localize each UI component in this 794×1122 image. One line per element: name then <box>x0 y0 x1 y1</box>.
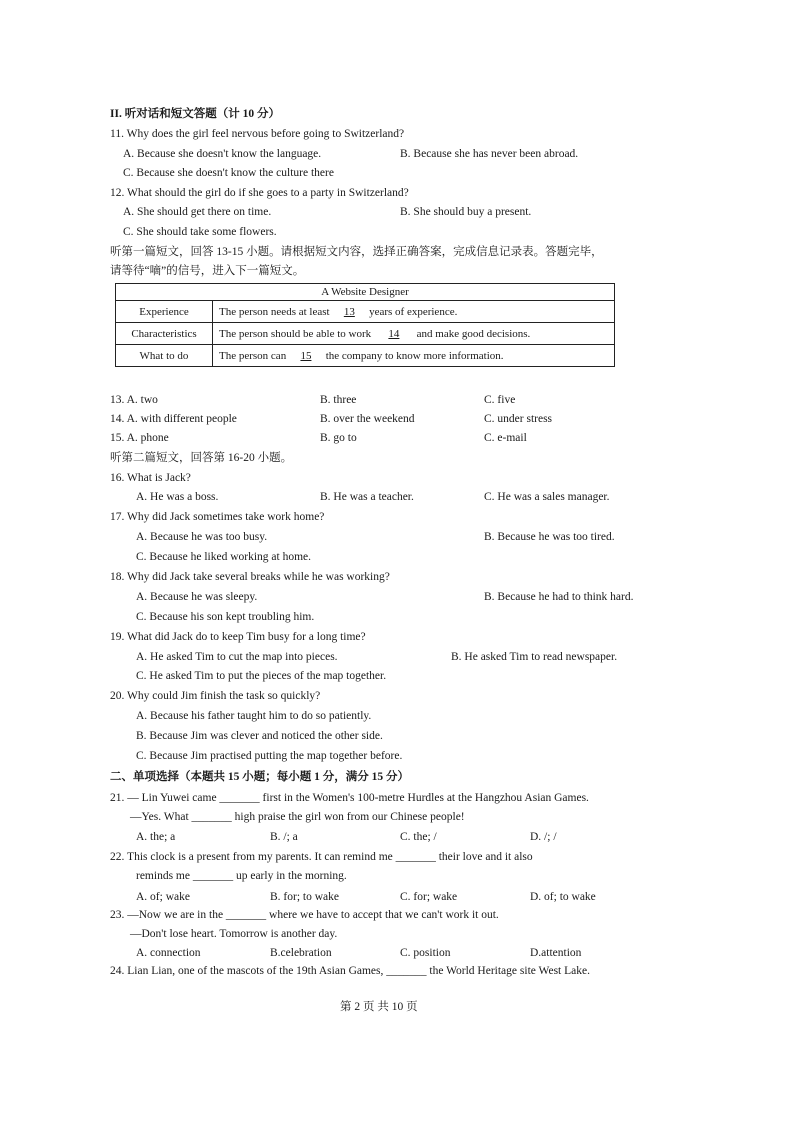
q22-option-d: D. of; to wake <box>530 891 596 903</box>
q16-option-a: A. He was a boss. <box>136 491 219 503</box>
q13-option-c: C. five <box>484 394 516 406</box>
q18-stem: 18. Why did Jack take several breaks while he was working? <box>110 571 390 583</box>
blank-14: 14 <box>388 327 400 340</box>
q18-option-b: B. Because he had to think hard. <box>484 591 634 603</box>
q13-option-a: 13. A. two <box>110 394 158 406</box>
q14-option-b: B. over the weekend <box>320 413 415 425</box>
q12-option-b: B. She should buy a present. <box>400 206 532 218</box>
q17-option-c: C. Because he liked working at home. <box>136 551 312 563</box>
table-row <box>116 345 615 367</box>
q12-option-a: A. She should get there on time. <box>123 206 272 218</box>
q22-line-1: 22. This clock is a present from my parents. It can remind me _______ their love and it also <box>110 851 533 863</box>
q13-option-b: B. three <box>320 394 357 406</box>
q18-option-c: C. Because his son kept troubling him. <box>136 611 315 623</box>
q23-option-a: A. connection <box>136 947 201 959</box>
row-label-characteristics: Characteristics <box>116 323 213 345</box>
q17-stem: 17. Why did Jack sometimes take work home? <box>110 511 325 523</box>
table-row <box>116 301 615 323</box>
q15-option-b: B. go to <box>320 432 357 444</box>
row-content-experience <box>213 301 615 323</box>
q17-option-b: B. Because he was too tired. <box>484 531 615 543</box>
blank-15: 15 <box>300 349 312 362</box>
q11-option-c: C. Because she doesn't know the culture there <box>123 167 334 179</box>
section-heading-single-choice: 二、单项选择（本题共 15 小题；每小题 1 分，满分 15 分） <box>110 771 409 783</box>
q22-option-b: B. for; to wake <box>270 891 339 903</box>
q19-option-b: B. He asked Tim to read newspaper. <box>451 651 618 663</box>
q21-option-d: D. /; / <box>530 831 557 843</box>
q19-option-c: C. He asked Tim to put the pieces of the map together. <box>136 670 387 682</box>
q23-option-d: D.attention <box>530 947 582 959</box>
q19-option-a: A. He asked Tim to cut the map into pieces. <box>136 651 338 663</box>
q12-option-c: C. She should take some flowers. <box>123 226 277 238</box>
q18-option-a: A. Because he was sleepy. <box>136 591 258 603</box>
q22-option-a: A. of; wake <box>136 891 190 903</box>
q15-option-c: C. e-mail <box>484 432 527 444</box>
instruction-passage-2: 听第二篇短文，回答第 16-20 小题。 <box>110 452 293 464</box>
q21-option-c: C. the; / <box>400 831 437 843</box>
q22-option-c: C. for; wake <box>400 891 458 903</box>
q20-option-a: A. Because his father taught him to do so patiently. <box>136 710 372 722</box>
row-content-characteristics <box>213 323 615 345</box>
q20-option-c: C. Because Jim practised putting the map together before. <box>136 750 403 762</box>
instruction-passage-1-line-2: 请等待“嘀”的信号，进入下一篇短文。 <box>110 265 305 277</box>
table-row <box>116 323 615 345</box>
q21-option-b: B. /; a <box>270 831 298 843</box>
q21-line-2: —Yes. What _______ high praise the girl won from our Chinese people! <box>130 811 465 823</box>
row-text: the company to know more information. <box>325 349 504 362</box>
q20-option-b: B. Because Jim was clever and noticed the other side. <box>136 730 383 742</box>
q19-stem: 19. What did Jack do to keep Tim busy for a long time? <box>110 631 366 643</box>
row-text: The person should be able to work <box>219 327 372 340</box>
row-content-what-to-do <box>213 345 615 367</box>
q16-option-b: B. He was a teacher. <box>320 491 414 503</box>
q15-option-a: 15. A. phone <box>110 432 169 444</box>
row-text: years of experience. <box>369 305 458 318</box>
q23-line-1: 23. —Now we are in the _______ where we have to accept that we can't work it out. <box>110 909 499 921</box>
section-heading-listening: II. 听对话和短文答题（计 10 分） <box>110 108 280 120</box>
table-title: A Website Designer <box>116 284 615 301</box>
q16-option-c: C. He was a sales manager. <box>484 491 610 503</box>
q16-stem: 16. What is Jack? <box>110 472 191 484</box>
q24-line-1: 24. Lian Lian, one of the mascots of the 19th Asian Games, _______ the World Heritage site West Lake. <box>110 965 590 977</box>
q22-line-2: reminds me _______ up early in the morning. <box>136 870 347 882</box>
info-record-table <box>115 283 615 367</box>
q20-stem: 20. Why could Jim finish the task so quickly? <box>110 690 321 702</box>
row-label-what-to-do: What to do <box>116 345 213 367</box>
q14-option-c: C. under stress <box>484 413 553 425</box>
row-text: The person can <box>219 349 287 362</box>
page-footer: 第 2 页 共 10 页 <box>340 1001 418 1013</box>
q23-option-c: C. position <box>400 947 451 959</box>
q11-option-a: A. Because she doesn't know the language. <box>123 148 322 160</box>
q11-option-b: B. Because she has never been abroad. <box>400 148 579 160</box>
q14-option-a: 14. A. with different people <box>110 413 237 425</box>
q21-line-1: 21. — Lin Yuwei came _______ first in the Women's 100-metre Hurdles at the Hangzhou Asian Games. <box>110 792 589 804</box>
q23-line-2: —Don't lose heart. Tomorrow is another day. <box>130 928 338 940</box>
blank-13: 13 <box>343 305 355 318</box>
q21-option-a: A. the; a <box>136 831 176 843</box>
row-text: and make good decisions. <box>416 327 531 340</box>
q23-option-b: B.celebration <box>270 947 332 959</box>
q12-stem: 12. What should the girl do if she goes to a party in Switzerland? <box>110 187 409 199</box>
q17-option-a: A. Because he was too busy. <box>136 531 268 543</box>
row-label-experience: Experience <box>116 301 213 323</box>
instruction-passage-1-line-1: 听第一篇短文，回答 13-15 小题。请根据短文内容，选择正确答案，完成信息记录表。答题完毕， <box>110 246 603 258</box>
row-text: The person needs at least <box>219 305 330 318</box>
q11-stem: 11. Why does the girl feel nervous before going to Switzerland? <box>110 128 405 140</box>
